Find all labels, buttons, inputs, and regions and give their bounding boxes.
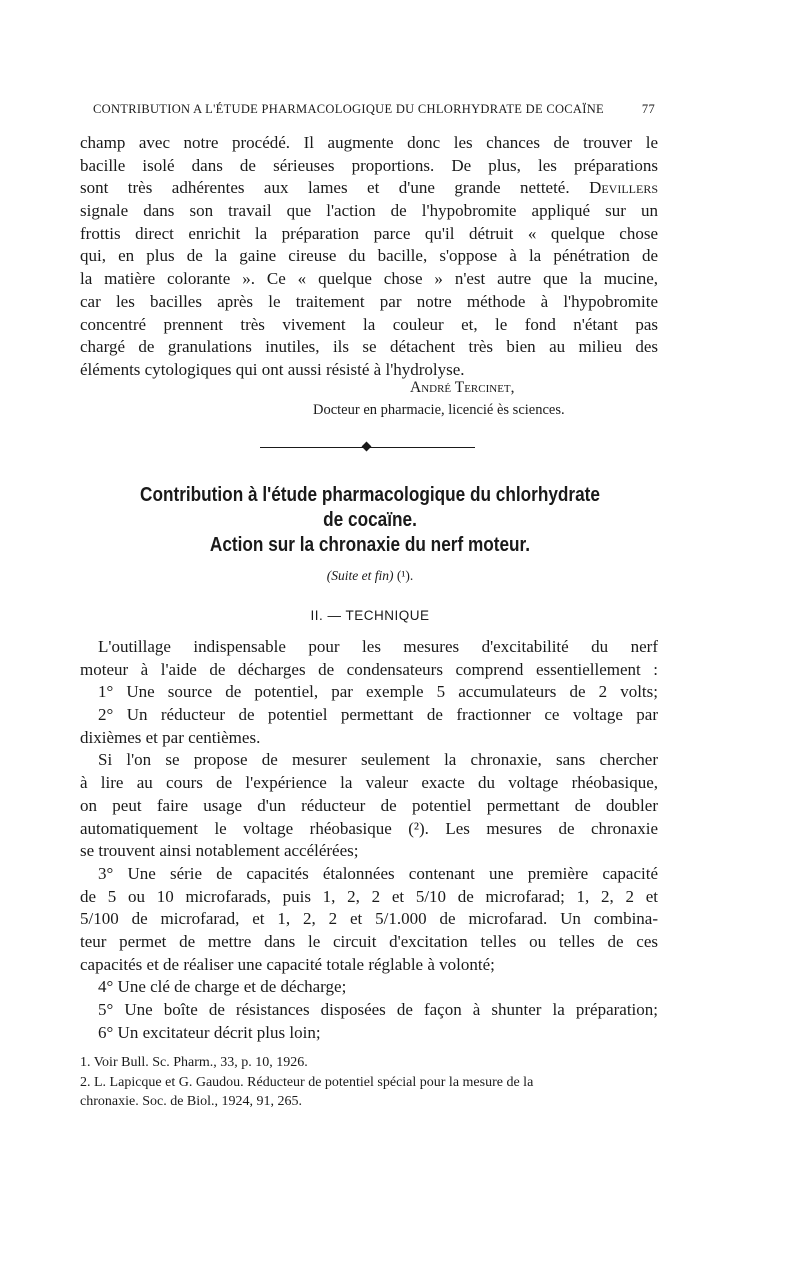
text-line: sont très adhérentes aux lames et d'une grande netteté. Devillers	[80, 178, 658, 198]
text-line: car les bacilles après le traitement par notre méthode à l'hypobromite	[80, 291, 658, 311]
section-heading: II. — TECHNIQUE	[310, 608, 430, 623]
technique-text	[80, 636, 658, 1044]
text-line: 5/100 de microfarad, et 1, 2, 2 et 5/1.000 de microfarad. Un combina-	[80, 909, 658, 929]
footnote-2-continued: chronaxie. Soc. de Biol., 1924, 91, 265.	[80, 1094, 303, 1109]
text-line: frottis direct enrichit la préparation parce qu'il détruit « quelque chose	[80, 223, 658, 243]
article-title-line-3: Action sur la chronaxie du nerf moteur.	[209, 534, 531, 556]
text-line: 4° Une clé de charge et de décharge;	[98, 977, 347, 997]
article-title-line-1: Contribution à l'étude pharmacologique du chlorhydrate	[140, 484, 600, 506]
text-line: de 5 ou 10 microfarads, puis 1, 2, 2 et 5/10 de microfarad; 1, 2, 2 et	[80, 886, 658, 906]
text-line: concentré prennent très vivement la couleur et, le fond n'étant pas	[80, 314, 658, 334]
divider-ornament	[362, 442, 372, 452]
text-line: moteur à l'aide de décharges de condensateurs comprend essentiellement :	[80, 659, 658, 679]
text-line: signale dans son travail que l'action de l'hypobromite appliqué sur un	[80, 201, 658, 221]
text-line: éléments cytologiques qui ont aussi résisté à l'hydrolyse.	[80, 359, 465, 379]
text-line: la matière colorante ». Ce « quelque chose » n'est autre que la mucine,	[80, 269, 658, 289]
signature-title: Docteur en pharmacie, licencié ès sciences.	[313, 402, 565, 418]
text-line: à lire au cours de l'expérience la valeur exacte du voltage rhéobasique,	[80, 773, 658, 793]
text-line: dixièmes et par centièmes.	[80, 727, 261, 747]
running-title: CONTRIBUTION A L'ÉTUDE PHARMACOLOGIQUE DU CHLORHYDRATE DE COCAÏNE	[93, 102, 604, 116]
signature-name: André Tercinet,	[410, 379, 515, 396]
author-name-devillers: Devillers	[589, 178, 658, 198]
text-line: on peut faire usage d'un réducteur de potentiel permettant de doubler	[80, 795, 658, 815]
text-line: 5° Une boîte de résistances disposées de façon à shunter la préparation;	[98, 1000, 658, 1019]
text-line: 3° Une série de capacités étalonnées contenant une première capacité	[98, 863, 658, 883]
text-line: capacités et de réaliser une capacité totale réglable à volonté;	[80, 954, 495, 974]
article-subtitle	[80, 568, 660, 584]
text-line: teur permet de mettre dans le circuit d'excitation telles ou telles de ces	[80, 931, 658, 951]
text-line: champ avec notre procédé. Il augmente donc les chances de trouver le	[80, 133, 658, 152]
text-line: automatiquement le voltage rhéobasique (²). Les mesures de chronaxie	[80, 818, 658, 838]
text-line: 2° Un réducteur de potentiel permettant de fractionner ce voltage par	[98, 705, 658, 725]
text-line: qui, en plus de la gaine cireuse du bacille, s'oppose à la pénétration de	[80, 246, 658, 266]
page-number: 77	[641, 102, 655, 116]
text-line: L'outillage indispensable pour les mesures d'excitabilité du nerf	[98, 637, 658, 656]
subtitle-text: (Suite et fin)	[326, 568, 394, 583]
text-line: chargé de granulations inutiles, ils se détachent très bien au milieu des	[80, 337, 658, 357]
article-title-line-2: de cocaïne.	[323, 509, 417, 531]
subtitle-footnote-ref: (¹).	[396, 568, 414, 583]
footnote-2: 2. L. Lapicque et G. Gaudou. Réducteur de potentiel spécial pour la mesure de la	[80, 1075, 534, 1090]
text-line: 1° Une source de potentiel, par exemple 5 accumulateurs de 2 volts;	[98, 682, 658, 702]
intro-paragraph	[80, 132, 658, 382]
text-line: bacille isolé dans de sérieuses proportions. De plus, les préparations	[80, 155, 658, 175]
text-line: se trouvent ainsi notablement accélérées;	[80, 841, 359, 861]
footnote-1: 1. Voir Bull. Sc. Pharm., 33, p. 10, 1926.	[80, 1055, 308, 1070]
text-line: Si l'on se propose de mesurer seulement la chronaxie, sans chercher	[98, 750, 658, 770]
text-line: 6° Un excitateur décrit plus loin;	[98, 1022, 321, 1042]
running-head	[93, 102, 655, 117]
